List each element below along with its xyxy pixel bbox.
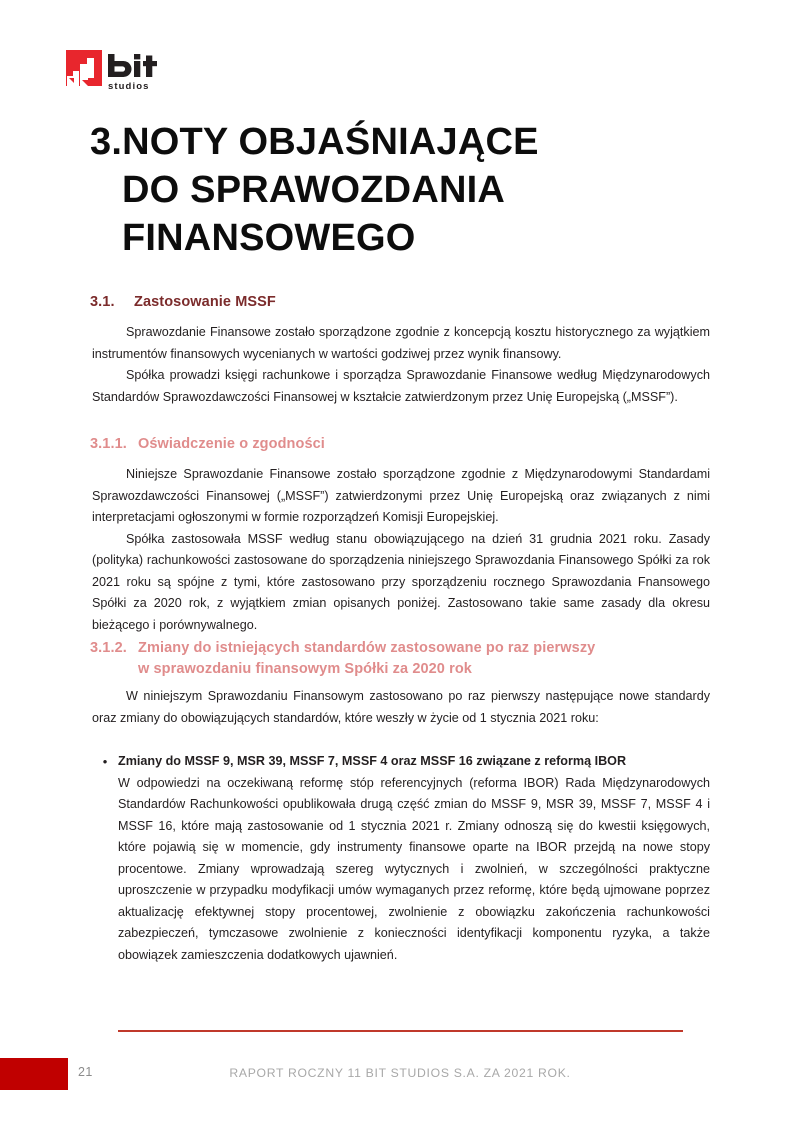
section-title-3-1-2-line-2: w sprawozdaniu finansowym Spółki za 2020 rok [138,661,472,677]
paragraph: W niniejszym Sprawozdaniu Finansowym zastosowano po raz pierwszy następujące nowe standardy oraz zmiany do obowiązujących standardów, które weszły w życie od 1 stycznia 2021 roku: [92,689,710,725]
section-number-3-1-1: 3.1.1. [90,436,127,452]
svg-text:studios: studios [108,81,150,92]
list-item-title: Zmiany do MSSF 9, MSR 39, MSSF 7, MSSF 4 oraz MSSF 16 związane z reformą IBOR [118,754,627,768]
paragraph: Sprawozdanie Finansowe zostało sporządzone zgodnie z koncepcją kosztu historycznego za wyjątkiem instrumentów finansowych wycenianych w wartości godziwej przez wynik finansowy. [92,325,710,361]
list-item-body [118,751,710,966]
section-3-1-2-body [92,686,710,729]
paragraph: Niniejsze Sprawozdanie Finansowe zostało sporządzone zgodnie z Międzynarodowymi Standardami Sprawozdawczości Finansowej („MSSF”) zatwierdzonymi przez Unię Europejską oraz związanych z nimi interpretacjami ogłoszonymi w formie rozporządzeń Komisji Europejskiej. [92,467,710,524]
section-title-3-1-2-line-1: Zmiany do istniejących standardów zastosowane po raz pierwszy [138,640,596,656]
eleven-bit-mark-icon [66,50,102,86]
bullet-marker-icon: • [102,754,108,769]
paragraph: Spółka zastosowała MSSF według stanu obowiązującego na dzień 31 grudnia 2021 roku. Zasady (polityka) rachunkowości zastosowane do sporządzenia niniejszego Sprawozdania Finansowego Spółki za rok 2021 roku są spójne z tymi, które zastosowano przy sporządzeniu rocznego Sprawozdania Fnansowego Spółki za 2020 rok, z wyjątkiem zmian opisanych poniżej. Zastosowano takie same zasady dla okresu bieżącego i porównywalnego. [92,531,710,632]
section-title-3-1-2 [138,638,703,680]
section-heading-3-1 [90,294,276,310]
section-3-1-1-body [92,464,710,636]
list-item-text: W odpowiedzi na oczekiwaną reformę stóp referencyjnych (reforma IBOR) Rada Międzynarodowych Standardów Rachunkowości opublikowała drugą część zmian do MSSF 9, MSR 39, MSSF 7, MSSF 4 i MSSF 16, które mają zastosowanie od 1 stycznia 2021 r. Zmiany odnoszą się do kwestii księgowych, które pojawią się w momencie, gdy instrumenty finansowe oparte na IBOR przejdą na nowe stopy procentowe. Zmiany wprowadzają szereg wytycznych i zwolnień, w szczególności praktyczne uproszczenie w przypadku modyfikacji umów wymaganych przez reformę, które będą ujmowane poprzez aktualizację efektywnej stopy procentowej, zwolnienie z obowiązku zakończenia rachunkowości zabezpieczeń, tymczasowe zwolnienie z konieczności identyfikacji komponentu ryzyka, a także obowiązek zamieszczenia dodatkowych ujawnień. [118,775,710,962]
page-title-line-1: 3.NOTY OBJAŚNIAJĄCE [90,121,539,163]
company-logo [66,50,186,96]
section-title-3-1-1: Oświadczenie o zgodności [138,436,325,452]
footer-report-label: RAPORT ROCZNY 11 BIT STUDIOS S.A. ZA 2021 ROK. [229,1066,571,1080]
footer-page-number: 21 [78,1065,93,1079]
section-heading-3-1-1 [90,436,325,452]
bit-studios-wordmark-icon [108,54,186,92]
section-3-1-body [92,322,710,408]
section-3-1-2-bullet-list [92,751,710,966]
section-number-3-1-2: 3.1.2. [90,640,127,656]
section-title-3-1: Zastosowanie MSSF [134,294,276,310]
section-heading-3-1-2 [90,638,710,680]
paragraph: Spółka prowadzi księgi rachunkowe i sporządza Sprawozdanie Finansowe według Międzynarodowych Standardów Sprawozdawczości Finansowej w kształcie zatwierdzonym przez Unię Europejską („MSSF”). [92,368,710,404]
page-title [90,118,710,262]
page-title-line-3: FINANSOWEGO [122,217,416,259]
section-number-3-1: 3.1. [90,294,115,310]
list-item [92,751,710,966]
page-title-line-2: DO SPRAWOZDANIA [122,169,505,211]
footer-divider [118,1030,683,1032]
